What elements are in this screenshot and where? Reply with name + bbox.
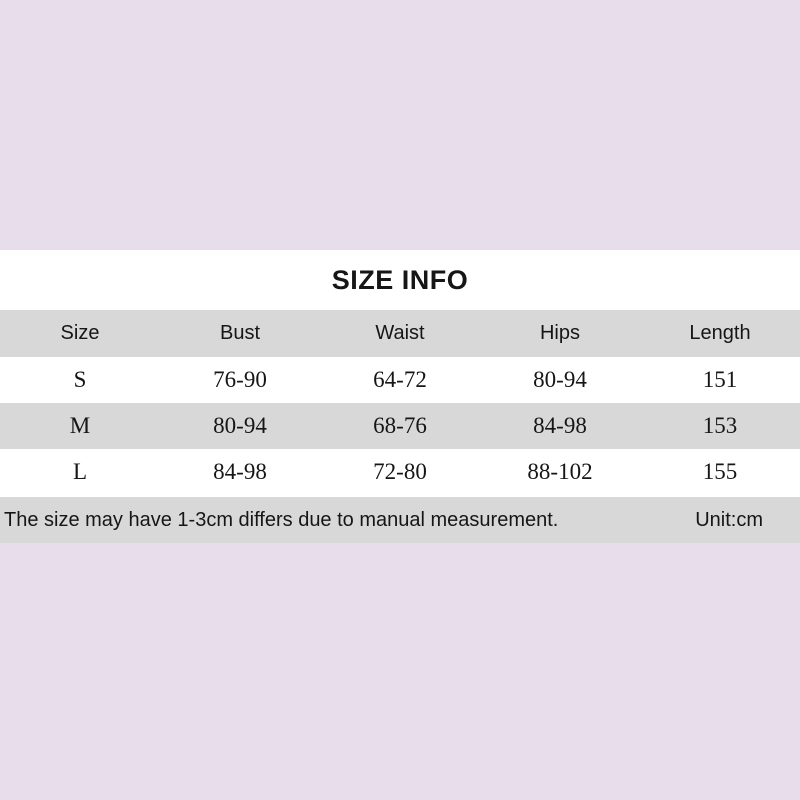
size-info-panel bbox=[0, 250, 800, 543]
table-cell: 153 bbox=[702, 413, 738, 438]
title-area bbox=[0, 250, 800, 310]
table-cell: 68-76 bbox=[373, 413, 427, 438]
unit-label: Unit:cm bbox=[695, 508, 763, 531]
column-header-length: Length bbox=[689, 322, 751, 344]
table-cell: S bbox=[73, 367, 87, 392]
table-cell: 84-98 bbox=[533, 413, 587, 438]
table-row-m bbox=[0, 403, 800, 449]
table-cell: M bbox=[69, 413, 91, 438]
column-header-size: Size bbox=[60, 322, 100, 344]
column-header-hips: Hips bbox=[539, 322, 580, 344]
table-row-s bbox=[0, 357, 800, 403]
table-cell: 84-98 bbox=[213, 459, 267, 484]
measurement-note: The size may have 1-3cm differs due to manual measurement. bbox=[4, 508, 559, 531]
table-cell: 151 bbox=[702, 367, 738, 392]
table-cell: L bbox=[72, 459, 88, 484]
table-row-l bbox=[0, 449, 800, 495]
table-cell: 80-94 bbox=[533, 367, 587, 392]
table-header-row bbox=[0, 310, 800, 357]
table-cell: 155 bbox=[702, 459, 738, 484]
table-cell: 64-72 bbox=[373, 367, 427, 392]
table-cell: 88-102 bbox=[527, 459, 593, 484]
column-header-waist: Waist bbox=[375, 322, 425, 344]
size-info-title: SIZE INFO bbox=[331, 264, 469, 295]
column-header-bust: Bust bbox=[219, 322, 261, 344]
table-footer-row bbox=[0, 497, 800, 543]
table-cell: 80-94 bbox=[213, 413, 267, 438]
table-cell: 72-80 bbox=[373, 459, 427, 484]
table-cell: 76-90 bbox=[213, 367, 267, 392]
